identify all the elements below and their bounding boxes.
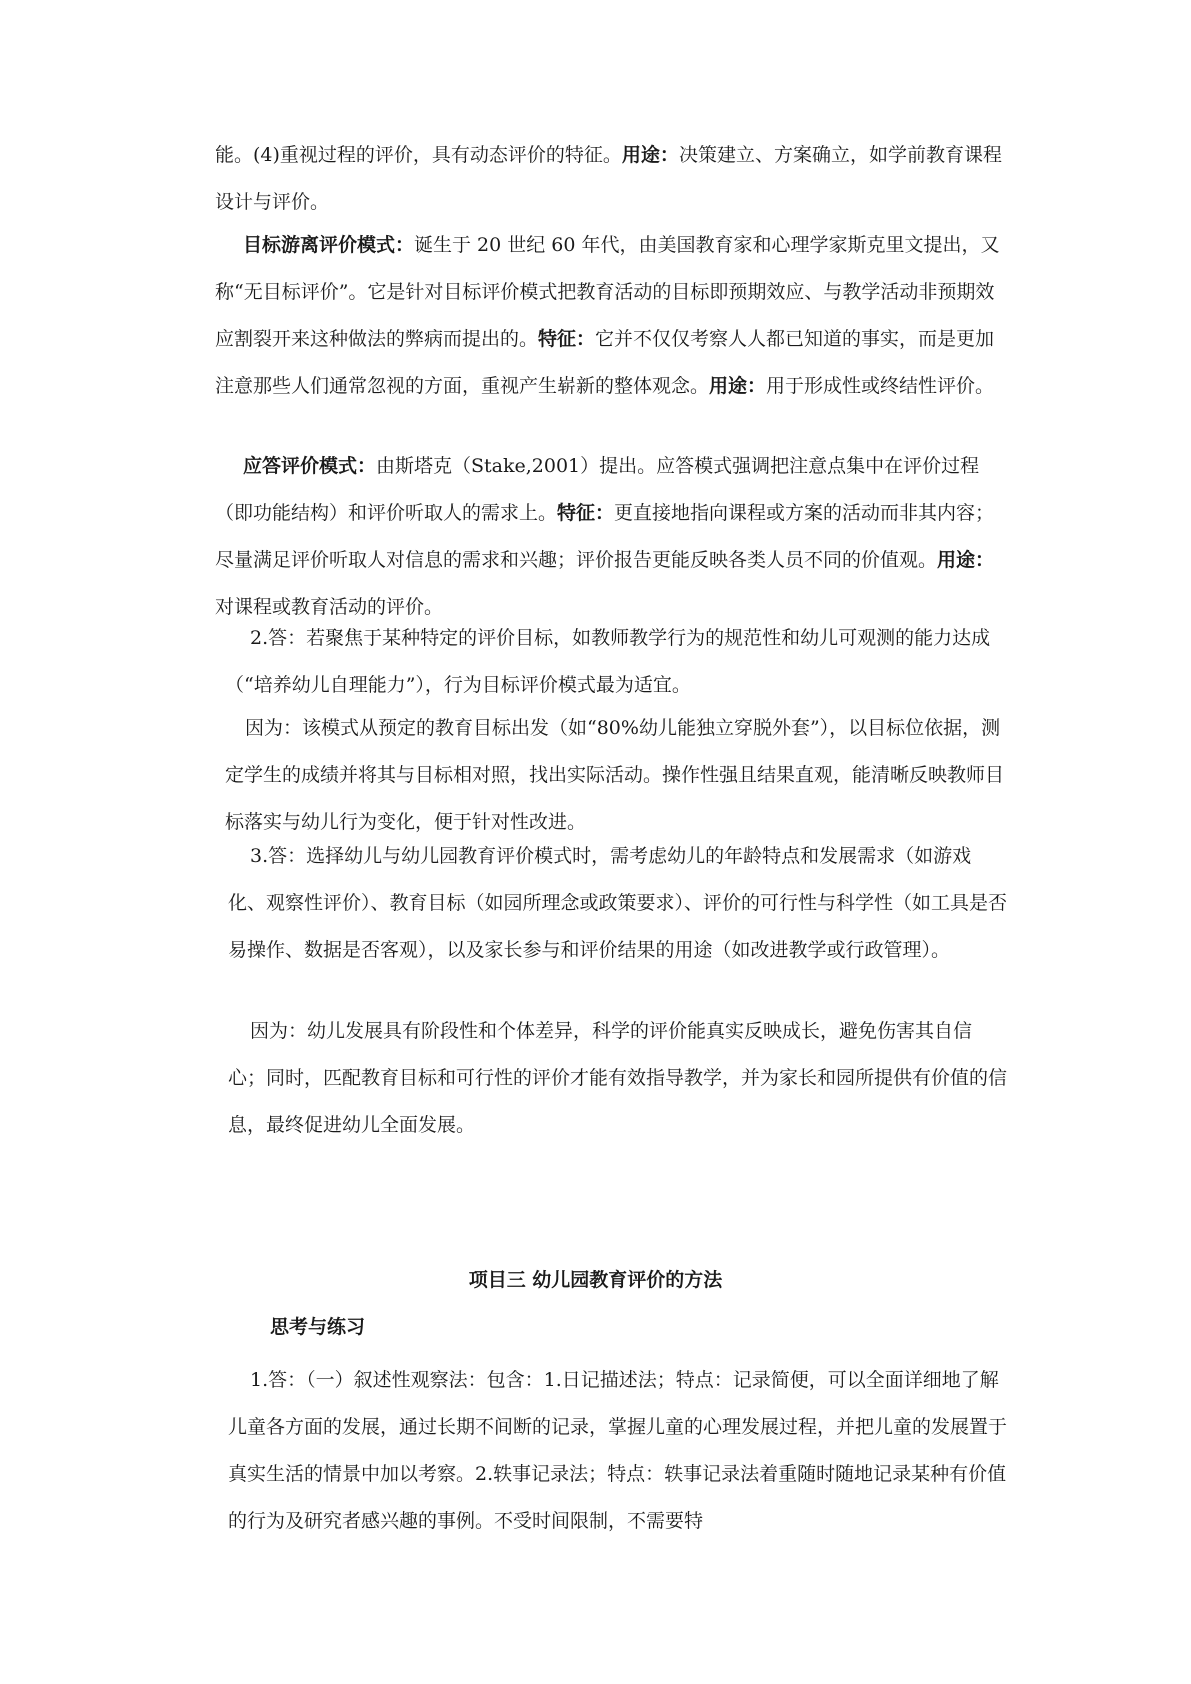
paragraph-text: 决策建立、方案确立，如学前教育课程设计与评价。 xyxy=(215,144,1002,213)
feature-label: 特征： xyxy=(557,502,615,524)
paragraph-evaluation-process xyxy=(215,132,1005,226)
paragraph-text: 对课程或教育活动的评价。 xyxy=(215,596,444,618)
answer-3-reason-paragraph: 因为：幼儿发展具有阶段性和个体差异，科学的评价能真实反映成长，避免伤害其自信心；同时，匹配教育目标和可行性的评价才能有效指导教学，并为家长和园所提供有价值的信息，最终促进幼儿全面发展。 xyxy=(228,1020,1008,1136)
section-title: 项目三 幼儿园教育评价的方法 xyxy=(468,1269,723,1291)
paragraph-goal-free-model xyxy=(215,222,1005,410)
use-label: 用途： xyxy=(621,144,679,166)
paragraph-responsive-model xyxy=(215,443,1005,631)
paragraph-text: 能。(4)重视过程的评价，具有动态评价的特征。 xyxy=(215,144,622,166)
section-subtitle: 思考与练习 xyxy=(270,1316,366,1338)
feature-label: 特征： xyxy=(538,328,596,350)
answer-2-paragraph: 2.答：若聚焦于某种特定的评价目标，如教师教学行为的规范性和幼儿可观测的能力达成（“培养幼儿自理能力”），行为目标评价模式最为适宜。 xyxy=(225,627,991,696)
responsive-model-label: 应答评价模式： xyxy=(243,455,377,477)
answer-3-paragraph: 3.答：选择幼儿与幼儿园教育评价模式时，需考虑幼儿的年龄特点和发展需求（如游戏化、观察性评价）、教育目标（如园所理念或政策要求）、评价的可行性与科学性（如工具是否易操作、数据是否客观），以及家长参与和评价结果的用途（如改进教学或行政管理）。 xyxy=(228,845,1008,961)
use-label: 用途： xyxy=(709,375,767,397)
methods-answer-1-paragraph: 1.答：（一）叙述性观察法：包含：1.日记描述法；特点：记录简便，可以全面详细地了解儿童各方面的发展，通过长期不间断的记录，掌握儿童的心理发展过程，并把儿童的发展置于真实生活的情景中加以考察。2.轶事记录法；特点：轶事记录法着重随时随地记录某种有价值的行为及研究者感兴趣的事例。不受时间限制，不需要特 xyxy=(228,1369,1008,1532)
paragraph-text: 更直接地指向课程或方案的活动而非其内容；尽量满足评价听取人对信息的需求和兴趣；评价报告更能反映各类人员不同的价值观。 xyxy=(215,502,995,571)
paragraph-text: 诞生于 20 世纪 60 年代，由美国教育家和心理学家斯克里文提出，又称“无目标评价”。它是针对目标评价模式把教育活动的目标即预期效应、与教学活动非预期效应割裂开来这种做法的弊病而提出的。 xyxy=(215,234,1000,350)
answer-2-reason-paragraph: 因为：该模式从预定的教育目标出发（如“80%幼儿能独立穿脱外套”），以目标位依据，测定学生的成绩并将其与目标相对照，找出实际活动。操作性强且结果直观，能清晰反映教师目标落实与幼儿行为变化，便于针对性改进。 xyxy=(225,717,1005,833)
paragraph-text: 由斯塔克（Stake,2001）提出。应答模式强调把注意点集中在评价过程（即功能结构）和评价听取人的需求上。 xyxy=(215,455,980,524)
paragraph-text: 它并不仅仅考察人人都已知道的事实，而是更加注意那些人们通常忽视的方面，重视产生崭新的整体观念。 xyxy=(215,328,995,397)
paragraph-text: 用于形成性或终结性评价。 xyxy=(766,375,995,397)
use-label: 用途： xyxy=(937,549,995,571)
goal-free-model-label: 目标游离评价模式： xyxy=(243,234,415,256)
